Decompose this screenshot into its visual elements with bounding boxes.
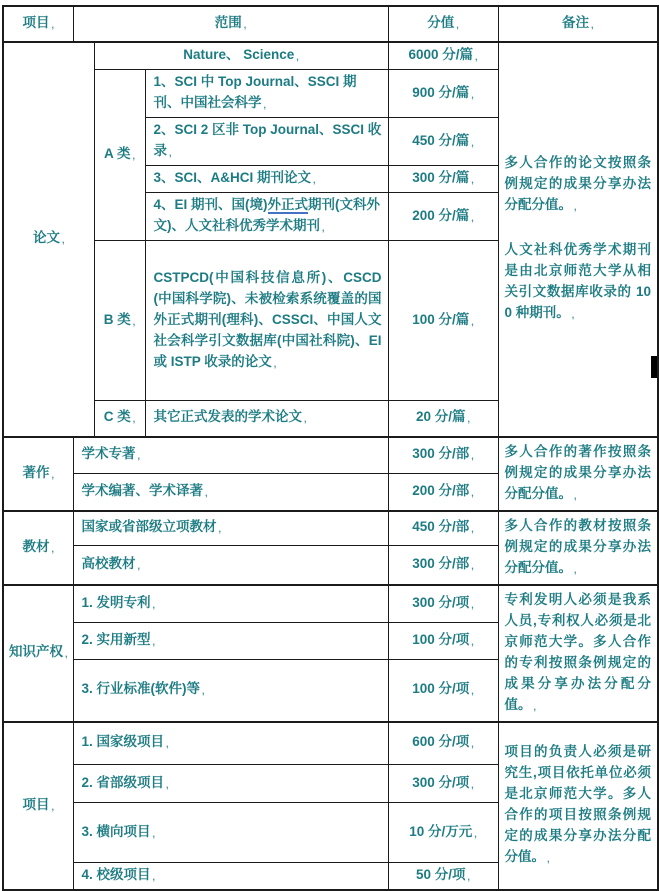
books-remark: 多人合作的著作按照条例规定的成果分享办法分配分值。 , [505,441,652,507]
remarks-cell-projects [498,722,658,891]
score-cell: 100 分/篇 , [388,241,498,401]
section-label-textbooks: 教材 , [3,511,73,585]
class-a-label: A 类 , [94,70,145,241]
scope-text-pre: 4、EI 期刊、国(境) [153,197,268,212]
score-cell: 300 分/项 , [388,765,498,803]
projects-remark: 项目的负责人必须是研究生,项目依托单位必须是北京师范大学。多人合作的项目按照条例规定的成果分享办法分配分值。 , [505,741,652,870]
table-header-row [3,6,658,42]
score-cell: 300 分/项 , [388,585,498,623]
section-label-papers: 论文 , [3,42,94,437]
projects-row-1 [3,722,658,765]
score-cell: 100 分/项 , [388,659,498,721]
score-cell: 300 分/部 , [388,437,498,474]
score-criteria-table [2,5,659,891]
scope-cell: 学术专著 , [73,437,388,474]
scope-cell: 学术编著、学术译著 , [73,474,388,511]
section-label-ip: 知识产权 , [3,585,73,722]
col-header-remarks: 备注 , [498,6,658,42]
section-label-books: 著作 , [3,437,73,511]
scope-text-post: 期刊(文科外文)、人文社科优秀学术期刊 , [154,197,381,233]
score-cell: 450 分/部 , [388,511,498,546]
scope-cell: 2、SCI 2 区非 Top Journal、SSCI 收录 , [145,118,388,166]
ip-remark: 专利发明人必须是我系人员,专利权人必须是北京师范大学。多人合作的专利按照条例规定的成果分享办法分配分值。 , [505,589,652,718]
scope-cell: 2. 实用新型 , [73,622,388,659]
remarks-cell-ip [498,585,658,722]
scope-cell: 1、SCI 中 Top Journal、SSCI 期刊、中国社会科学 , [145,70,388,118]
papers-remark-1: 多人合作的论文按照条例规定的成果分享办法分配分值。 , [505,152,652,218]
scope-cell: 2. 省部级项目 , [73,765,388,803]
score-cell: 450 分/篇 , [388,118,498,166]
score-cell: 20 分/篇 , [388,401,498,437]
textbooks-remark: 多人合作的教材按照条例规定的成果分享办法分配分值。 , [505,515,652,581]
remarks-cell-textbooks [498,511,658,585]
scope-cell: 3. 横向项目 , [73,803,388,863]
scope-cell: 4. 校级项目 , [73,863,388,891]
scope-cell: 1. 国家级项目 , [73,722,388,765]
ip-row-1 [3,585,658,623]
score-cell: 6000 分/篇 , [388,42,498,70]
score-cell: 100 分/项 , [388,622,498,659]
section-label-projects: 项目 , [3,722,73,891]
scope-cell: 国家或省部级立项教材 , [73,511,388,546]
score-cell: 200 分/部 , [388,474,498,511]
score-cell: 300 分/部 , [388,546,498,585]
scope-cell: 1. 发明专利 , [73,585,388,623]
score-cell: 200 分/篇 , [388,193,498,241]
text-cursor-artifact [651,356,657,378]
col-header-score: 分值 , [388,6,498,42]
scope-cell: CSTPCD(中国科技信息所)、CSCD(中国科学院)、未被检索系统覆盖的国外正式期刊(理科)、CSSCI、中国人文社会科学引文数据库(中国社科院)、EI 或 ISTP 收录的论文 , [145,241,388,401]
scope-cell: 高校教材 , [73,546,388,585]
class-c-label: C 类 , [94,401,145,437]
textbooks-row-1 [3,511,658,546]
papers-remark-2: 人文社科优秀学术期刊是由北京师范大学从相关引文数据库收录的 100 种期刊。 , [505,239,652,326]
paragraph-spacer [505,218,652,239]
score-cell: 50 分/项 , [388,863,498,891]
scope-cell: 其它正式发表的学术论文 , [145,401,388,437]
books-row-1 [3,437,658,474]
underlined-text: 外正式 [267,197,309,212]
score-cell: 600 分/项 , [388,722,498,765]
score-cell: 900 分/篇 , [388,70,498,118]
score-cell: 10 分/万元 , [388,803,498,863]
scope-cell [145,193,388,241]
remarks-cell-books [498,437,658,511]
scope-cell: 3、SCI、A&HCI 期刊论文 , [145,166,388,193]
score-cell: 300 分/篇 , [388,166,498,193]
col-header-item: 项目 , [3,6,73,42]
class-b-label: B 类 , [94,241,145,401]
scope-cell: Nature、 Science , [94,42,388,70]
scope-cell: 3. 行业标准(软件)等 , [73,659,388,721]
papers-nature-row [3,42,658,70]
col-header-scope: 范围 , [73,6,388,42]
remarks-cell-papers [498,42,658,437]
